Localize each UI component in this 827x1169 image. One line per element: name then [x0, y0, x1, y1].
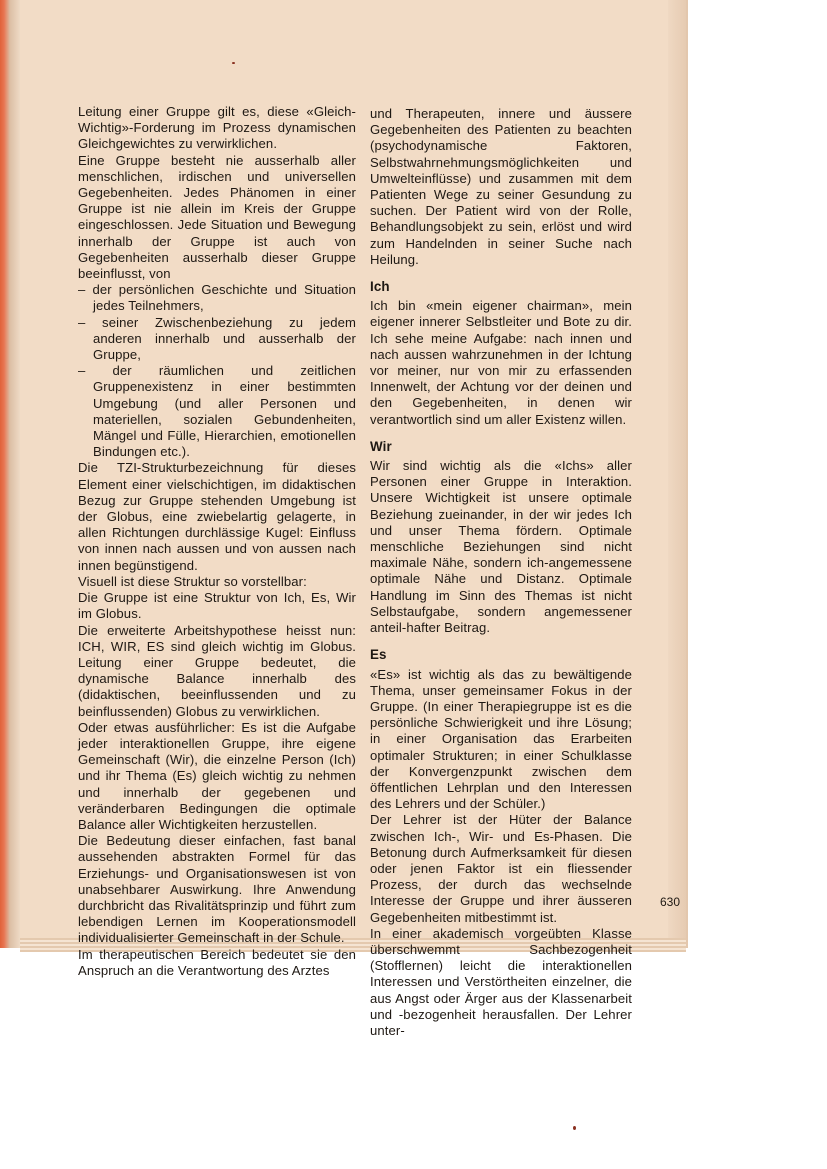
section-heading-es: Es [370, 647, 387, 663]
paragraph: und Therapeuten, innere und äussere Gegebenheiten des Patienten zu beachten (psychodynamische Faktoren, Selbstwahrnehmungsmöglichkeiten und Umwelteinflüsse) und zusammen mit dem Patienten Wege zu seiner Gesundung zu suchen. Der Patient wird von der Rolle, Behandlungsobjekt zu sein, erlöst und wird zum Handelnden in seiner Suche nach Heilung. [370, 106, 632, 267]
paragraph: Im therapeutischen Bereich bedeutet sie den Anspruch an die Verantwortung des Arztes [78, 946, 356, 978]
right-text-column [370, 106, 632, 1039]
scan-speck [232, 62, 235, 64]
paragraph: Die erweiterte Arbeitshypothese heisst nun: ICH, WIR, ES sind gleich wichtig im Globus. Leitung einer Gruppe bedeutet, die dynamische Balance innerhalb des (didaktischen, beeinflussenden und zu beinflussenden) Globus zu verwirklichen. [78, 622, 356, 719]
section-heading-wir: Wir [370, 438, 392, 454]
paragraph: Der Lehrer ist der Hüter der Balance zwischen Ich-, Wir- und Es-Phasen. Die Betonung durch Aufmerksamkeit für diesen oder jenen Faktor ist ein fliessender Prozess, der durch das wechselnde Interesse der Gruppe und ihrer äusseren Gegebenheiten mitbestimmt ist. [370, 812, 632, 925]
list-item: – der persönlichen Geschichte und Situation jedes Teilnehmers, [78, 282, 356, 314]
left-text-column [78, 104, 356, 979]
section-heading-ich: Ich [370, 279, 390, 295]
paragraph: Die TZI-Strukturbezeichnung für dieses Element einer vielschichtigen, im didaktischen Bezug zur Gruppe stehenden Umgebung ist der Globus, eine zwiebelartig gelagerte, in allen Richtungen durchlässige Kugel: Einfluss von innen nach aussen und von aussen nach innen begünstigend. [78, 460, 356, 573]
paragraph: Eine Gruppe besteht nie ausserhalb aller menschlichen, irdischen und universellen Gegebenheiten. Jedes Phänomen in einer Gruppe ist nie allein im Kreis der Gruppe eingeschlossen. Jede Situation und Bewegung innerhalb der Gruppe ist auch von Gegebenheiten ausserhalb dieser Gruppe beeinflusst, von [78, 152, 356, 282]
page-edge [668, 0, 686, 948]
paragraph: Leitung einer Gruppe gilt es, diese «Gleich-Wichtig»-Forderung im Prozess dynamischen Gleichgewichtes zu verwirklichen. [78, 104, 356, 152]
list-item: – der räumlichen und zeitlichen Gruppenexistenz in einer bestimmten Umgebung (und aller Personen und materiellen, sozialen Gebundenheiten, Mängel und Fülle, Hierarchien, emotionellen Bindungen etc.). [78, 363, 356, 460]
scan-speck [573, 1126, 576, 1130]
paragraph: Die Bedeutung dieser einfachen, fast banal aussehenden abstrakten Formel für das Erziehungs- und Organisationswesen ist von unabsehbarer Auswirkung. Ihre Anwendung durchbricht das Rivalitätsprinzip und führt zum lebendigen Lernen im Kooperationsmodell individualisierter Gemeinschaft in der Schule. [78, 833, 356, 946]
page-number: 630 [660, 895, 681, 909]
paragraph: Oder etwas ausführlicher: Es ist die Aufgabe jeder interaktionellen Gruppe, ihre eigene Gemeinschaft (Wir), die einzelne Person (Ich) und ihr Thema (Es) gleich wichtig zu nehmen und innerhalb der gegebenen und veränderbaren Bedingungen die optimale Balance aller Wichtigkeiten herzustellen. [78, 719, 356, 832]
red-book-spine [0, 0, 20, 948]
paragraph: In einer akademisch vorgeübten Klasse überschwemmt Sachbezogenheit (Stofflernen) leicht die interaktionellen Interessen und Verstörtheiten einzelner, die aus Angst oder Ärger aus der Klassenarbeit und -bezogenheit herausfallen. Der Lehrer unter- [370, 925, 632, 1038]
paragraph: «Es» ist wichtig als das zu bewältigende Thema, unser gemeinsamer Fokus in der Gruppe. (In einer Therapiegruppe ist es die persönliche Schwierigkeit und ihre Lösung; in einer Organisation das Erarbeiten optimaler Strukturen; in einer Schulklasse der Konvergenzpunkt zwischen dem öffentlichen Lehrplan und den Interessen des Lehrers und der Schüler.) [370, 666, 632, 812]
paragraph: Ich bin «mein eigener chairman», mein eigener innerer Selbstleiter und Bote zu dir. Ich sehe meine Aufgabe: nach innen und nach aussen wahrzunehmen in der Ichtung vor meiner, nur von mir zu erfassenden Innenwelt, der Achtung vor der deinen und den Gegebenheiten, in denen wir verantwortlich sind um aller Existenz willen. [370, 298, 632, 427]
paragraph: Visuell ist diese Struktur so vorstellbar: [78, 573, 307, 589]
paragraph: Die Gruppe ist eine Struktur von Ich, Es, Wir im Globus. [78, 590, 356, 622]
paragraph: Wir sind wichtig als die «Ichs» aller Personen einer Gruppe in Interaktion. Unsere Wichtigkeit ist unsere optimale Beziehung zueinander, in der wir jedes Ich und unser Thema fördern. Optimale menschliche Beziehungen sind nicht maximale Nähe, sondern ich-angemessene optimale Nähe und Distanz. Optimale Handlung im Sinn des Themas ist nicht Selbstaufgabe, sondern angemessener anteil-hafter Beitrag. [370, 458, 632, 636]
list-item: – seiner Zwischenbeziehung zu jedem anderen innerhalb und ausserhalb der Gruppe, [78, 314, 356, 363]
